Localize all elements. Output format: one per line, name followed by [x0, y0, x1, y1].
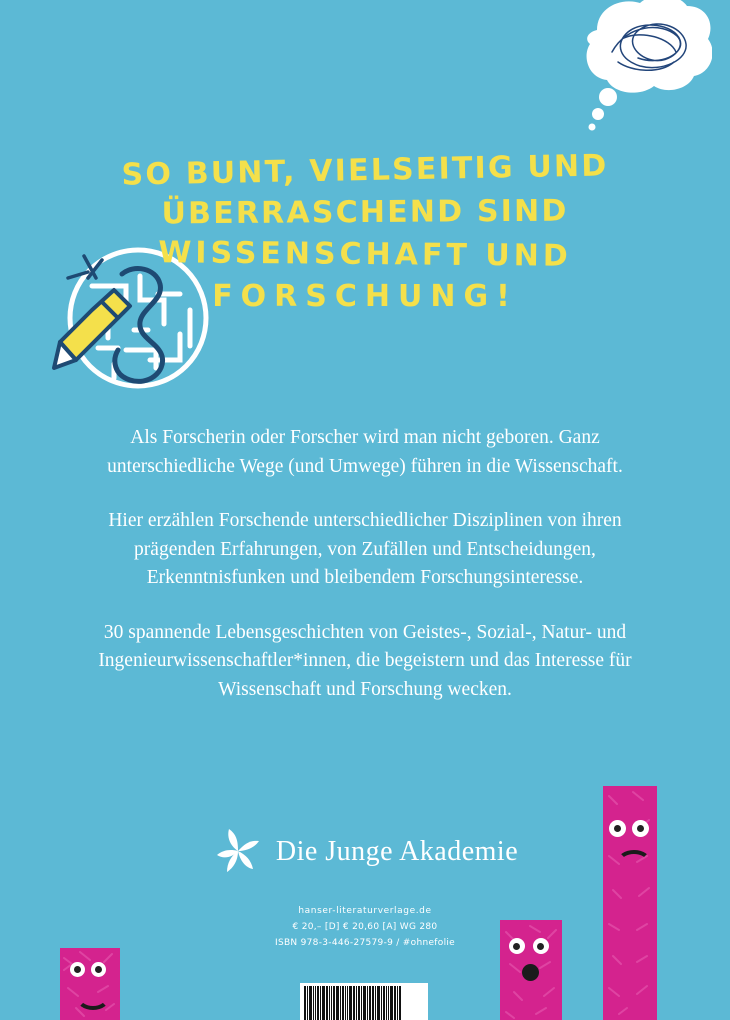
isbn-line: ISBN 978-3-446-27579-9 / #ohnefolie	[274, 938, 456, 948]
character-block-tall	[603, 786, 657, 1020]
eye-right	[632, 820, 649, 837]
blurb-paragraph-2: Hier erzählen Forschende unterschiedlicher Disziplinen von ihren prägenden Erfahrungen, von Zufällen und Entscheidungen, Erkenntnisfunken und bleibendem Forschungsinteresse.	[108, 510, 622, 588]
isbn-barcode	[300, 983, 428, 1020]
pinwheel-logo-icon	[212, 826, 264, 878]
page-headline	[0, 150, 730, 318]
price-line: € 20,– [D] € 20,60 [A] WG 280	[292, 922, 438, 932]
character-block-medium	[500, 920, 562, 1020]
blurb-text	[95, 424, 635, 704]
headline-line-4: FORSCHUNG!	[212, 279, 518, 314]
character-block-small	[60, 948, 120, 1020]
eye-left	[70, 962, 85, 977]
mouth-smile	[76, 984, 110, 1010]
eye-left	[509, 938, 525, 954]
thought-bubble-icon	[502, 0, 712, 144]
blurb-paragraph-3: 30 spannende Lebensgeschichten von Geistes-, Sozial-, Natur- und Ingenieurwissenschaftler*innen, die begeistern und das Interesse für Wissenschaft und Forschung wecken.	[98, 621, 632, 700]
headline-line-3: WISSENSCHAFT UND	[158, 235, 572, 274]
mouth-open	[522, 964, 539, 981]
publisher-name: Die Junge Akademie	[275, 836, 519, 867]
mouth-frown	[617, 850, 651, 874]
blurb-paragraph-1: Als Forscherin oder Forscher wird man nicht geboren. Ganz unterschiedliche Wege (und Umwege) führen in die Wissenschaft.	[107, 427, 623, 477]
eye-left	[609, 820, 626, 837]
headline-line-1: SO BUNT, VIELSEITIG UND	[121, 148, 609, 193]
headline-line-2: ÜBERRASCHEND SIND	[161, 193, 569, 232]
eye-right	[533, 938, 549, 954]
eye-right	[91, 962, 106, 977]
publisher-website: hanser-literaturverlage.de	[298, 906, 432, 916]
